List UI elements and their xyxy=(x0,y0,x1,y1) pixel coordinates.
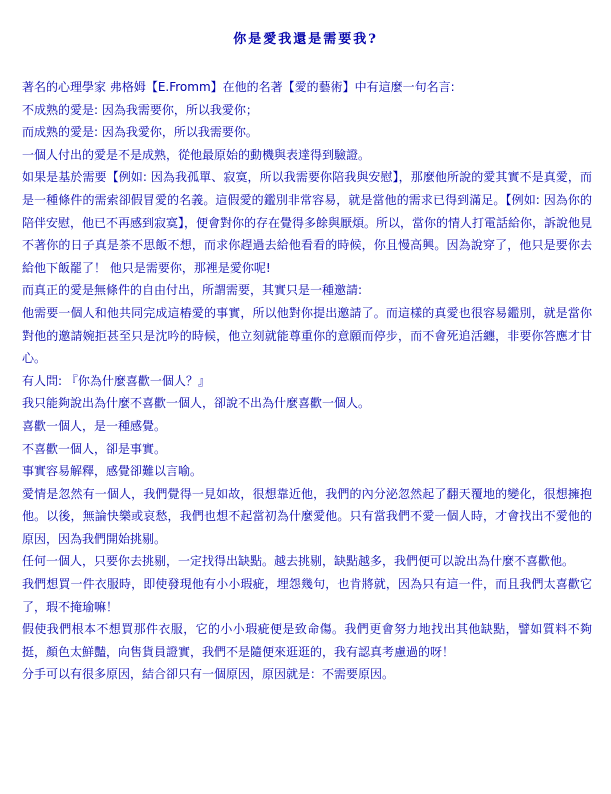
paragraph: 而真正的愛是無條件的自由付出，所謂需要，其實只是一種邀請: xyxy=(22,283,363,298)
paragraph: 我只能夠說出為什麼不喜歡一個人，卻說不出為什麼喜歡一個人。 xyxy=(22,396,371,411)
paragraph: 任何一個人，只要你去挑剔，一定找得出缺點。越去挑剔，缺點越多，我們便可以說出為什麼不喜歡他。 xyxy=(22,554,575,569)
paragraph: 分手可以有很多原因，結合卻只有一個原因，原因就是：不需要原因。 xyxy=(22,667,395,682)
paragraph: 而成熟的愛是: 因為我愛你，所以我需要你。 xyxy=(22,125,258,140)
document-body xyxy=(22,76,592,686)
paragraph: 喜歡一個人，是一種感覺。 xyxy=(22,418,167,433)
paragraph: 如果是基於需要【例如: 因為我孤單、寂寞，所以我需要你陪我與安慰】，那麼他所說的愛其實不是真愛，而是一種條件的需索卻假冒愛的名義。這假愛的鑑別非常容易，就是當他的需求已得到滿足。【例如: 因為你的陪伴安慰，他已不再感到寂寞】，便會對你的存在覺得多餘與厭煩。所以，當你的情人打電話給你，訴說他見不著你的日子真是茶不思飯不想，而求你趕過去給他看看的時候，你且慢高興。因為說穿了，他只是要你去給他下飯罷了！ 他只是需要你，那裡是愛你呢! xyxy=(22,170,593,275)
paragraph: 不成熟的愛是: 因為我需要你，所以我愛你； xyxy=(22,102,258,117)
paragraph: 不喜歡一個人，卻是事實。 xyxy=(22,441,167,456)
paragraph: 愛情是忽然有一個人，我們覺得一見如故，很想靠近他，我們的內分泌忽然起了翻天覆地的變化，很想擁抱他。以後，無論快樂或哀愁，我們也想不起當初為什麼愛他。只有當我們不愛一個人時，才會找出不愛他的原因，因為我們開始挑剔。 xyxy=(22,486,592,546)
paragraph: 著名的心理學家 弗格姆【E.Fromm】在他的名著【愛的藝術】中有這麼一句名言: xyxy=(22,80,455,94)
document-title: 你是愛我還是需要我? xyxy=(233,32,378,47)
paragraph: 有人問: 『你為什麼喜歡一個人？』 xyxy=(22,373,210,388)
paragraph: 假使我們根本不想買那件衣服，它的小小瑕疵便是致命傷。我們更會努力地找出其他缺點，譬如質料不夠挺，顏色太鮮豔，向售貨員證實，我們不是隨便來逛逛的，我有認真考慮過的呀！ xyxy=(22,622,592,659)
paragraph: 事實容易解釋，感覺卻難以言喻。 xyxy=(22,464,203,479)
paragraph: 他需要一個人和他共同完成這樁愛的事實，所以他對你提出邀請了。而這樣的真愛也很容易鑑別，就是當你對他的邀請婉拒甚至只是沈吟的時候，他立刻就能尊重你的意願而停步，而不會死追活纏，非要你答應才甘心。 xyxy=(22,305,592,366)
paragraph: 一個人付出的愛是不是成熟，從他最原始的動機與表達得到驗證。 xyxy=(22,147,371,162)
paragraph: 我們想買一件衣服時，即使發現他有小小瑕疵，埋怨幾句，也肯將就，因為只有這一件，而且我們太喜歡它了，瑕不掩瑜嘛！ xyxy=(22,577,592,614)
